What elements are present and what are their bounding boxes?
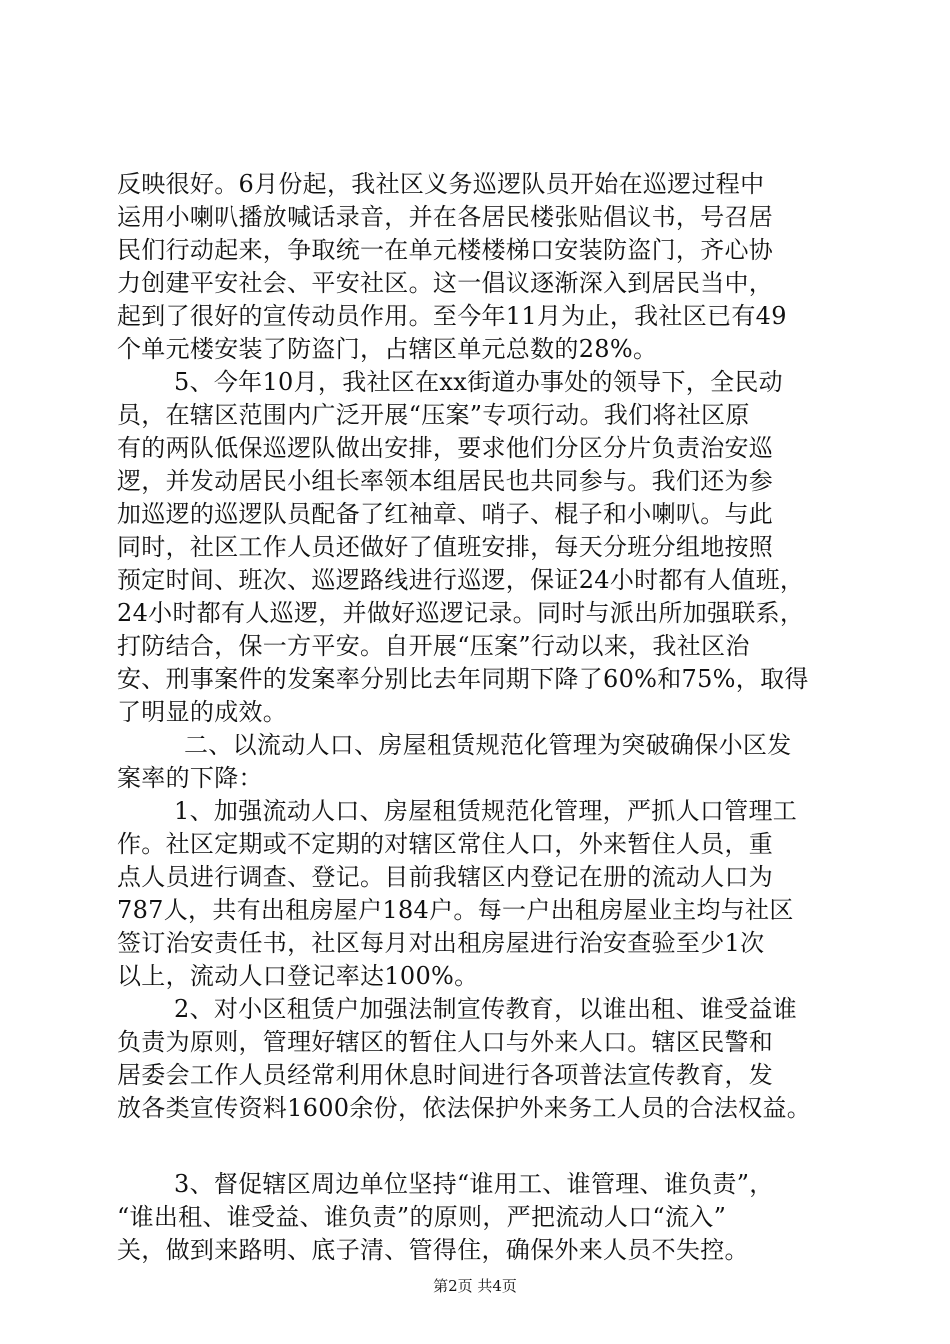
text-line: 运用小喇叭播放喊话录音，并在各居民楼张贴倡议书，号召居 [117,203,774,231]
text-line: 预定时间、班次、巡逻路线进行巡逻，保证24小时都有人值班， [117,566,805,594]
text-line: 打防结合，保一方平安。自开展“压案”行动以来，我社区治 [117,632,750,660]
text-line: 1、加强流动人口、房屋租赁规范化管理，严抓人口管理工 [174,797,798,825]
section-heading: 案率的下降： [117,764,263,792]
text-line: 签订治安责任书，社区每月对出租房屋进行治安查验至少1次 [117,929,765,957]
text-line: 关，做到来路明、底子清、管得住，确保外来人员不失控。 [117,1236,749,1264]
text-line: 3、督促辖区周边单位坚持“谁用工、谁管理、谁负责”， [174,1170,774,1198]
text-line: 5、今年10月，我社区在xx街道办事处的领导下，全民动 [174,368,783,396]
text-line: 个单元楼安装了防盗门，占辖区单元总数的28%。 [117,335,658,363]
text-line: 24小时都有人巡逻，并做好巡逻记录。同时与派出所加强联系， [117,599,805,627]
text-line: 民们行动起来，争取统一在单元楼楼梯口安装防盗门，齐心协 [117,236,774,264]
text-line: 安、刑事案件的发案率分别比去年同期下降了60%和75%，取得 [117,665,809,693]
text-line: 加巡逻的巡逻队员配备了红袖章、哨子、棍子和小喇叭。与此 [117,500,774,528]
text-line: 逻，并发动居民小组长率领本组居民也共同参与。我们还为参 [117,467,774,495]
text-line: 居委会工作人员经常利用休息时间进行各项普法宣传教育，发 [117,1061,774,1089]
text-line: 力创建平安社会、平安社区。这一倡议逐渐深入到居民当中， [117,269,774,297]
text-line: 放各类宣传资料1600余份，依法保护外来务工人员的合法权益。 [117,1094,812,1122]
text-line: 点人员进行调查、登记。目前我辖区内登记在册的流动人口为 [117,863,774,891]
text-line: 起到了很好的宣传动员作用。至今年11月为止，我社区已有49 [117,302,787,330]
text-line: 了明显的成效。 [117,698,288,726]
text-line: 同时，社区工作人员还做好了值班安排，每天分班分组地按照 [117,533,774,561]
text-line: “谁出租、谁受益、谁负责”的原则，严把流动人口“流入” [117,1203,727,1231]
page-number-footer: 第2页 共4页 [433,1277,517,1295]
text-line: 反映很好。6月份起，我社区义务巡逻队员开始在巡逻过程中 [117,170,765,198]
text-line: 有的两队低保巡逻队做出安排，要求他们分区分片负责治安巡 [117,434,774,462]
text-line: 负责为原则，管理好辖区的暂住人口与外来人口。辖区民警和 [117,1028,774,1056]
text-line: 2、对小区租赁户加强法制宣传教育，以谁出租、谁受益谁 [174,995,798,1023]
section-heading: 二、以流动人口、房屋租赁规范化管理为突破确保小区发 [184,731,792,759]
text-line: 作。社区定期或不定期的对辖区常住人口，外来暂住人员，重 [117,830,774,858]
text-line: 员，在辖区范围内广泛开展“压案”专项行动。我们将社区原 [117,401,750,429]
text-line: 787人，共有出租房屋户184户。每一户出租房屋业主均与社区 [117,896,794,924]
text-line: 以上，流动人口登记率达100%。 [117,962,479,990]
